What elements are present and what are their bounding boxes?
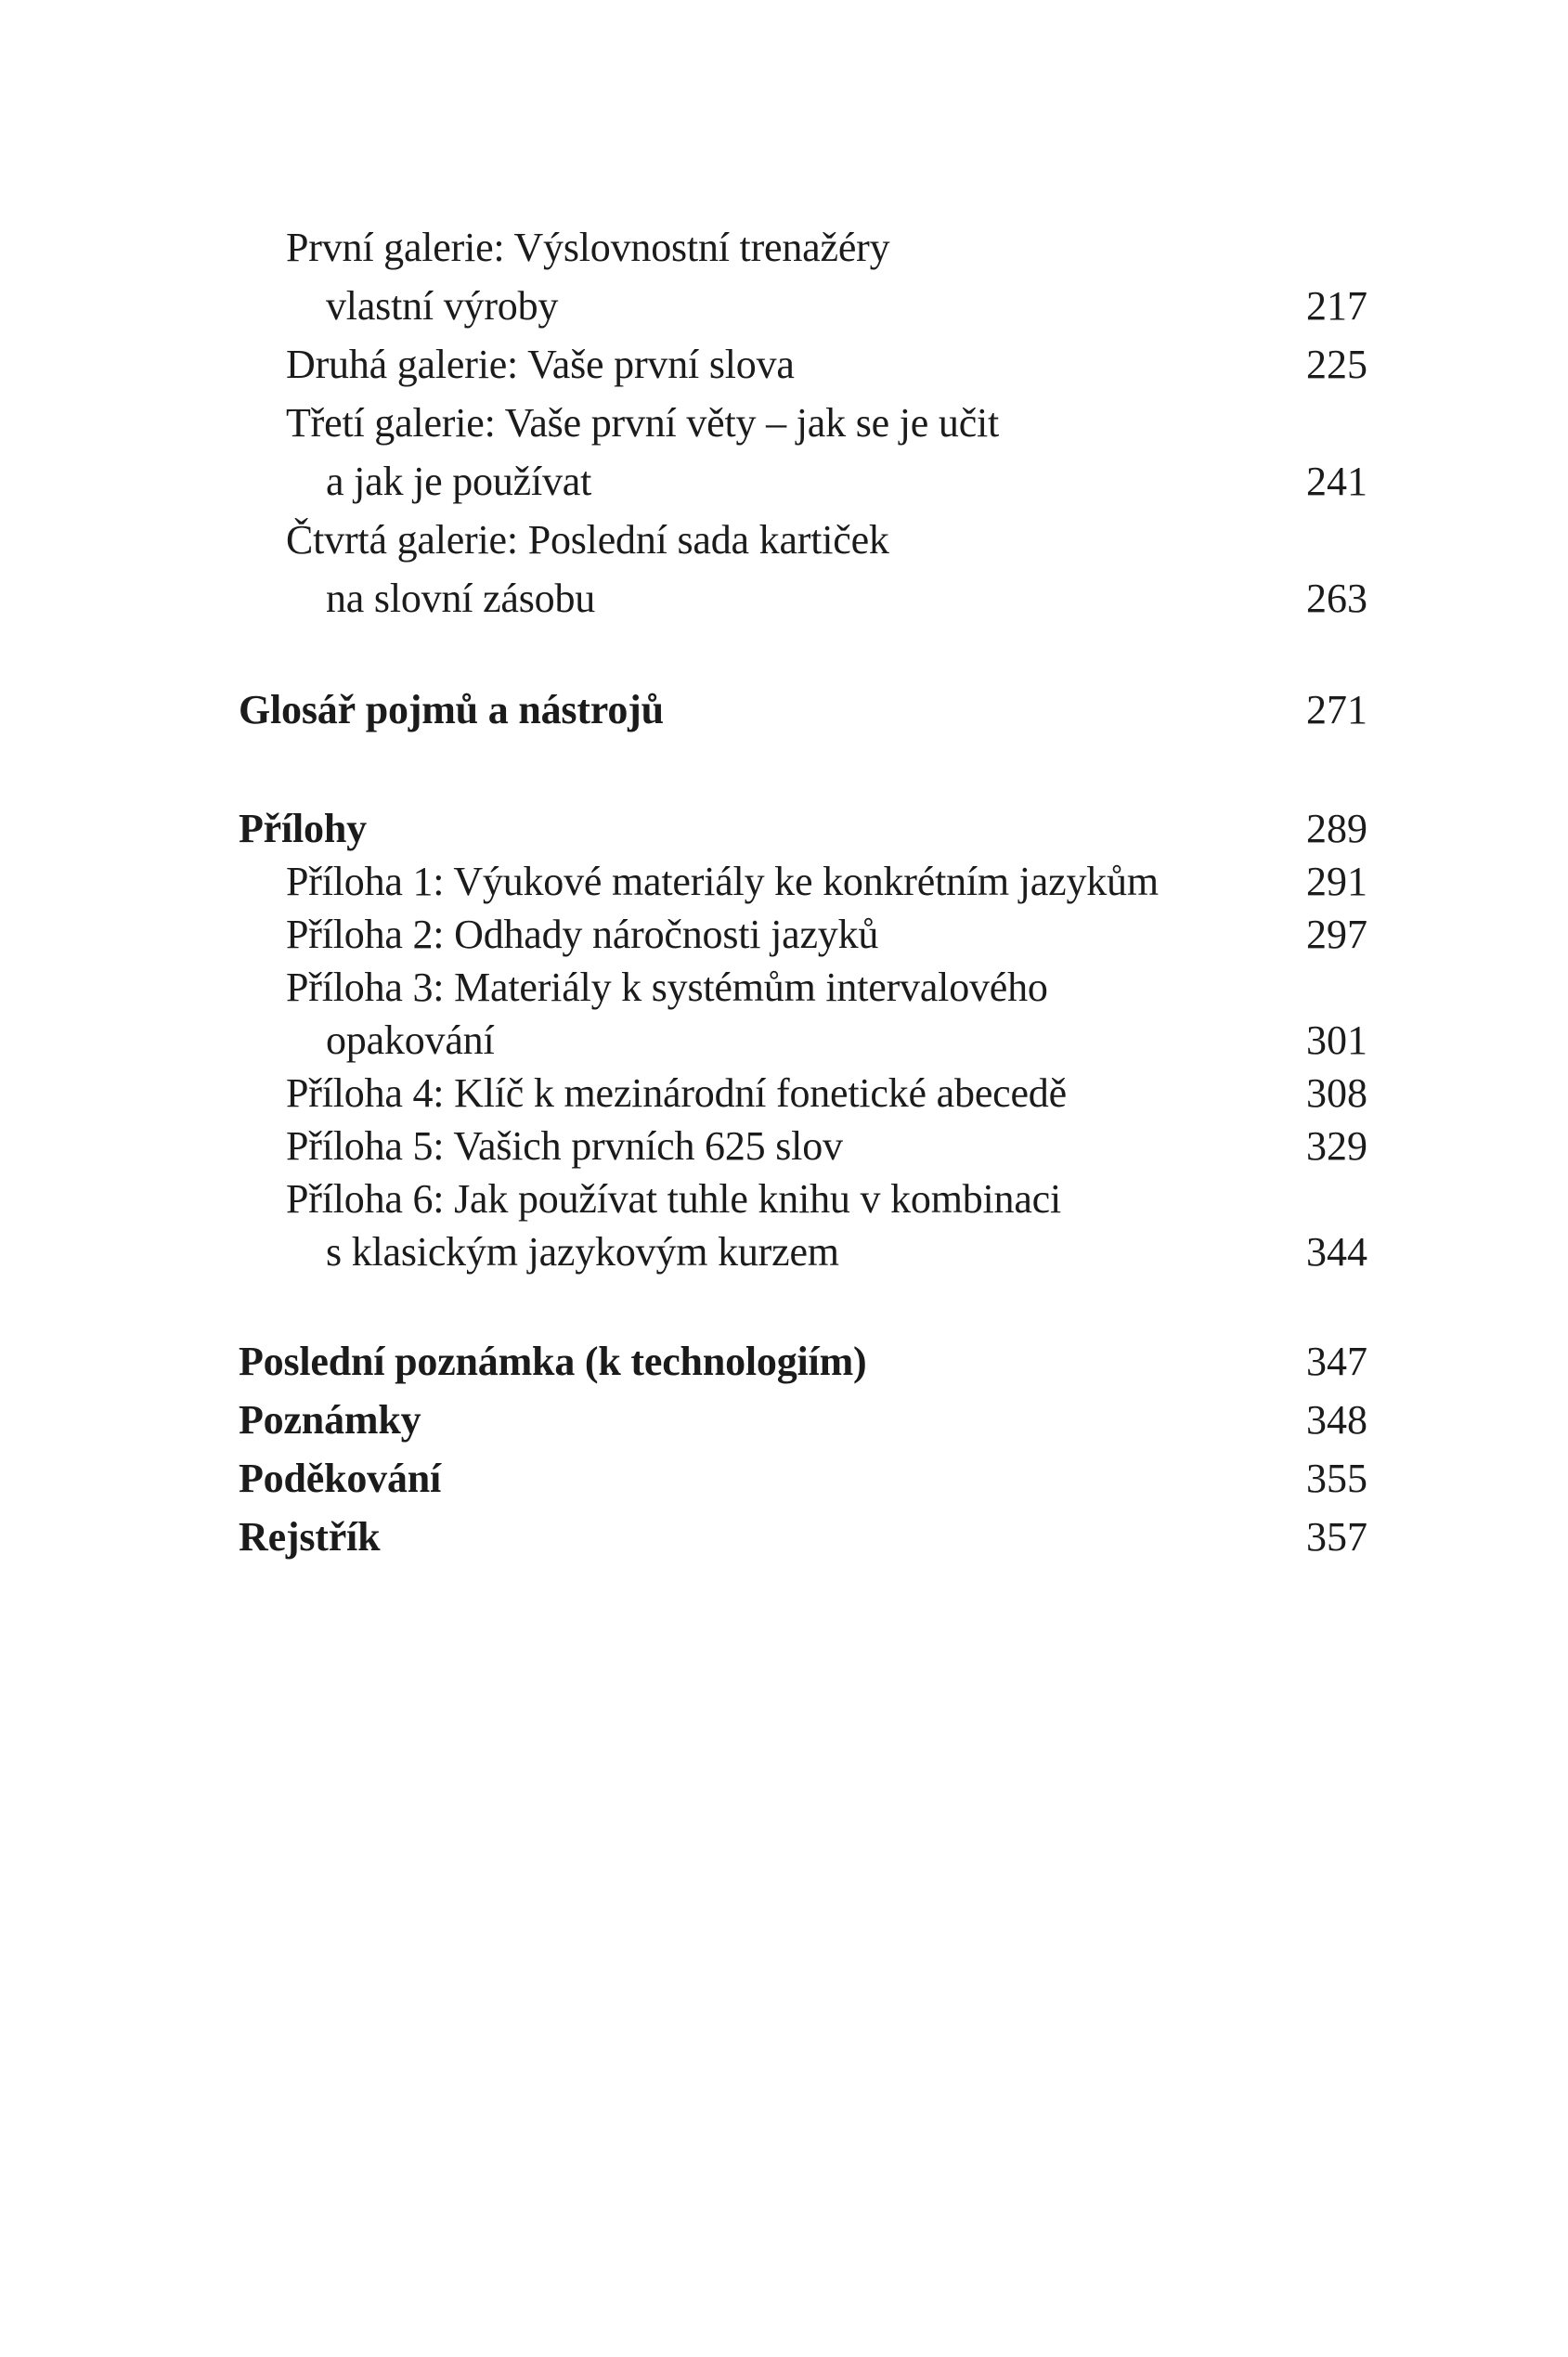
toc-entry-page: 301: [1306, 1017, 1367, 1063]
toc-entry-label: Poděkování: [239, 1456, 442, 1501]
toc-entry-label: Rejstřík: [239, 1514, 381, 1560]
toc-entry-page: 355: [1306, 1456, 1367, 1501]
toc-entry-page: 217: [1306, 283, 1367, 329]
toc-entry: [0, 802, 1367, 855]
toc-entry-label: Čtvrtá galerie: Poslední sada kartiček: [286, 517, 889, 563]
toc-entry-page: 308: [1306, 1070, 1367, 1116]
toc-entry: [0, 1508, 1367, 1566]
toc-entry-label: První galerie: Výslovnostní trenažéry: [286, 225, 890, 270]
toc-entry-page: 329: [1306, 1123, 1367, 1169]
toc-entry: [0, 855, 1367, 908]
toc-entry-page: 225: [1306, 342, 1367, 387]
toc-entry-label: opakování: [326, 1017, 495, 1063]
toc-entry: [0, 1120, 1367, 1172]
toc-entry-label: vlastní výroby: [326, 283, 559, 329]
toc-entry-page: 271: [1306, 687, 1367, 732]
toc-entry-label: Třetí galerie: Vaše první věty – jak se je učit: [286, 400, 1000, 446]
toc-entry: [0, 218, 1367, 277]
toc-entry: [0, 908, 1367, 961]
toc-section-backmatter: [0, 1332, 1367, 1566]
toc-entry: [0, 277, 1367, 335]
toc-entry: [0, 1172, 1367, 1225]
toc-entry-page: 348: [1306, 1397, 1367, 1443]
toc-entry-page: 347: [1306, 1339, 1367, 1384]
toc-entry-label: Druhá galerie: Vaše první slova: [286, 342, 795, 387]
toc-entry-page: 241: [1306, 459, 1367, 504]
toc-entry-label: a jak je používat: [326, 459, 592, 504]
toc-entry-label: Příloha 4: Klíč k mezinárodní fonetické abecedě: [286, 1070, 1067, 1116]
toc-entry-page: 297: [1306, 912, 1367, 957]
toc-entry: [0, 961, 1367, 1014]
toc-entry-label: Příloha 1: Výukové materiály ke konkrétním jazykům: [286, 859, 1159, 904]
toc-entry-label: s klasickým jazykovým kurzem: [326, 1229, 839, 1275]
toc-entry-label: Glosář pojmů a nástrojů: [239, 687, 664, 732]
toc-entry-label: Přílohy: [239, 806, 367, 851]
toc-entry: [0, 1067, 1367, 1120]
toc-entry: [0, 569, 1367, 628]
toc-entry-page: 291: [1306, 859, 1367, 904]
toc-section-galleries: [0, 218, 1367, 628]
toc-entry: [0, 452, 1367, 511]
toc-entry: [0, 1225, 1367, 1278]
toc-entry-page: 263: [1306, 576, 1367, 621]
toc-entry-page: 289: [1306, 806, 1367, 851]
toc-section-appendices: [0, 802, 1367, 1278]
toc-entry: [0, 1391, 1367, 1449]
toc-entry-label: Poznámky: [239, 1397, 421, 1443]
toc-entry: [0, 680, 1367, 739]
toc-entry: [0, 1014, 1367, 1067]
toc-entry-label: Poslední poznámka (k technologiím): [239, 1339, 867, 1384]
toc-entry: [0, 335, 1367, 394]
toc-entry: [0, 394, 1367, 452]
toc-section-glossary: [0, 680, 1367, 739]
toc-entry-label: na slovní zásobu: [326, 576, 596, 621]
toc-entry: [0, 511, 1367, 569]
toc-entry-label: Příloha 3: Materiály k systémům intervalového: [286, 965, 1048, 1010]
toc-entry-label: Příloha 5: Vašich prvních 625 slov: [286, 1123, 843, 1169]
toc-entry-label: Příloha 6: Jak používat tuhle knihu v kombinaci: [286, 1176, 1062, 1222]
toc-entry-page: 357: [1306, 1514, 1367, 1560]
toc-entry-label: Příloha 2: Odhady náročnosti jazyků: [286, 912, 879, 957]
toc-entry: [0, 1449, 1367, 1508]
toc-entry: [0, 1332, 1367, 1391]
toc-entry-page: 344: [1306, 1229, 1367, 1275]
